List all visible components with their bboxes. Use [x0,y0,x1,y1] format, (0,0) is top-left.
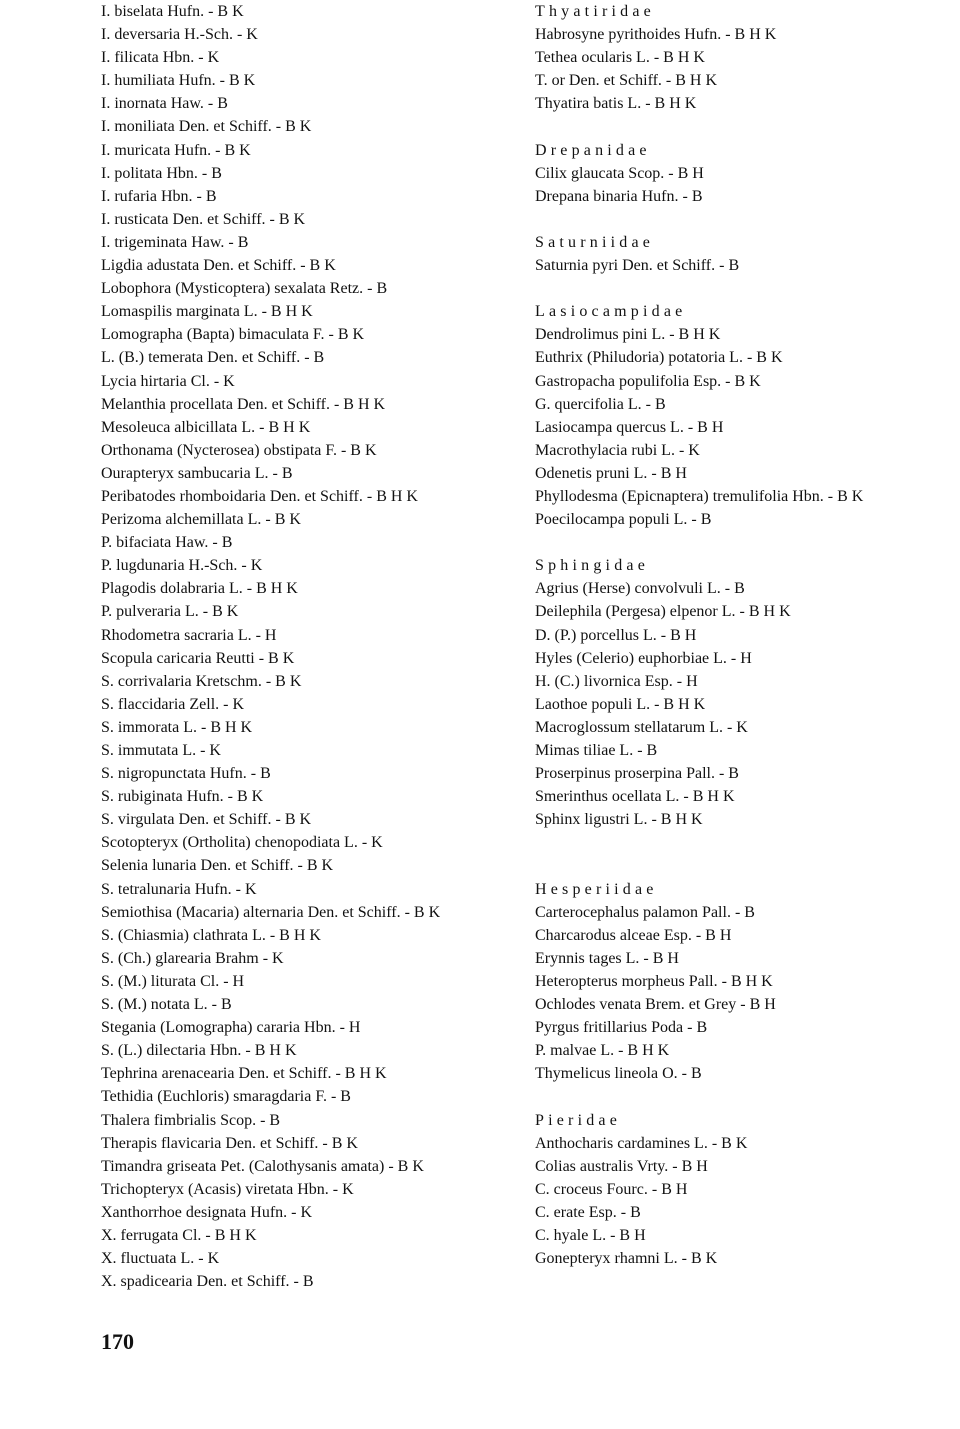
species-entry: L. (B.) temerata Den. et Schiff. - B [101,349,325,367]
species-entry: Rhodometra sacraria L. - H [101,626,277,644]
species-entry: S. immorata L. - B H K [101,718,253,736]
species-entry: Poecilocampa populi L. - B [535,511,712,529]
species-entry: Thymelicus lineola O. - B [535,1065,702,1083]
species-entry: Lasiocampa quercus L. - B H [535,418,724,436]
species-entry: Thyatira batis L. - B H K [535,95,697,113]
species-entry: S. rubiginata Hufn. - B K [101,788,264,806]
species-entry: Ochlodes venata Brem. et Grey - B H [535,996,776,1014]
species-entry: C. croceus Fourc. - B H [535,1180,688,1198]
species-entry: Anthocharis cardamines L. - B K [535,1134,748,1152]
family-heading: Lasiocampidae [535,303,687,321]
species-entry: Ligdia adustata Den. et Schiff. - B K [101,257,336,275]
species-entry: Lobophora (Mysticoptera) sexalata Retz. - B [101,280,388,298]
species-entry: I. humiliata Hufn. - B K [101,72,256,90]
section-gap [535,115,950,138]
species-entry: X. fluctuata L. - K [101,1250,220,1268]
species-entry: Tethea ocularis L. - B H K [535,49,705,67]
species-entry: Tethidia (Euchloris) smaragdaria F. - B [101,1088,351,1106]
species-entry: Habrosyne pyrithoides Hufn. - B H K [535,26,777,44]
species-entry: Timandra griseata Pet. (Calothysanis amata) - B K [101,1157,424,1175]
species-entry: Lomaspilis marginata L. - B H K [101,303,313,321]
family-heading: Hesperiidae [535,880,658,898]
species-entry: Stegania (Lomographa) cararia Hbn. - H [101,1019,361,1037]
species-entry: T. or Den. et Schiff. - B H K [535,72,718,90]
species-entry: Gonepteryx rhamni L. - B K [535,1250,718,1268]
page-number: 170 [101,1329,134,1354]
species-entry: Deilephila (Pergesa) elpenor L. - B H K [535,603,791,621]
species-entry: S. (M.) liturata Cl. - H [101,972,245,990]
species-entry: Tephrina arenacearia Den. et Schiff. - B H K [101,1065,387,1083]
species-entry: Agrius (Herse) convolvuli L. - B [535,580,745,598]
species-entry: S. (L.) dilectaria Hbn. - B H K [101,1042,297,1060]
species-entry: Macroglossum stellatarum L. - K [535,718,748,736]
species-entry: Trichopteryx (Acasis) viretata Hbn. - K [101,1180,354,1198]
species-entry: I. deversaria H.-Sch. - K [101,26,258,44]
species-entry: X. ferrugata Cl. - B H K [101,1226,257,1244]
species-entry: Sphinx ligustri L. - B H K [535,811,703,829]
species-entry: Laothoe populi L. - B H K [535,695,706,713]
species-entry: I. politata Hbn. - B [101,164,222,182]
species-entry: I. trigeminata Haw. - B [101,233,249,251]
left-column [101,0,511,1293]
species-entry: Mesoleuca albicillata L. - B H K [101,418,311,436]
species-entry: Semiothisa (Macaria) alternaria Den. et Schiff. - B K [101,903,441,921]
species-entry: G. quercifolia L. - B [535,395,666,413]
species-entry: C. erate Esp. - B [535,1203,641,1221]
species-entry: C. hyale L. - B H [535,1226,646,1244]
species-entry: Erynnis tages L. - B H [535,949,679,967]
species-entry: Hyles (Celerio) euphorbiae L. - H [535,649,752,667]
species-entry: I. rufaria Hbn. - B [101,187,217,205]
species-entry: Macrothylacia rubi L. - K [535,441,700,459]
species-entry: Drepana binaria Hufn. - B [535,187,703,205]
species-entry: Carterocephalus palamon Pall. - B [535,903,755,921]
species-entry: I. filicata Hbn. - K [101,49,220,67]
species-entry: Lomographa (Bapta) bimaculata F. - B K [101,326,365,344]
species-entry: Thalera fimbrialis Scop. - B [101,1111,281,1129]
species-entry: I. muricata Hufn. - B K [101,141,251,159]
section-gap [535,531,950,554]
species-entry: Scopula caricaria Reutti - B K [101,649,295,667]
species-entry: Selenia lunaria Den. et Schiff. - B K [101,857,334,875]
right-column [535,0,950,1270]
species-entry: S. (Ch.) glarearia Brahm - K [101,949,284,967]
section-gap [535,831,950,854]
species-entry: Xanthorrhoe designata Hufn. - K [101,1203,313,1221]
family-heading: Drepanidae [535,141,651,159]
species-entry: S. nigropunctata Hufn. - B [101,765,271,783]
species-entry: I. biselata Hufn. - B K [101,3,244,20]
species-entry: Mimas tiliae L. - B [535,742,658,759]
species-entry: I. inornata Haw. - B [101,95,228,113]
species-entry: Charcarodus alceae Esp. - B H [535,926,732,944]
species-entry: Dendrolimus pini L. - B H K [535,326,721,344]
species-entry: I. rusticata Den. et Schiff. - B K [101,210,306,228]
species-entry: P. pulveraria L. - B K [101,603,239,621]
species-entry: Euthrix (Philudoria) potatoria L. - B K [535,349,783,367]
species-entry: S. (Chiasmia) clathrata L. - B H K [101,926,321,944]
section-gap [535,208,950,231]
family-heading: Sphingidae [535,557,649,575]
species-entry: Peribatodes rhomboidaria Den. et Schiff. - B H K [101,487,418,505]
species-entry: H. (C.) livornica Esp. - H [535,672,698,690]
species-entry: Plagodis dolabraria L. - B H K [101,580,298,598]
species-entry: S. (M.) notata L. - B [101,996,232,1014]
species-entry: X. spadicearia Den. et Schiff. - B [101,1273,314,1291]
family-heading: Saturniidae [535,233,655,251]
species-entry: Scotopteryx (Ortholita) chenopodiata L. - K [101,834,383,852]
species-entry: P. lugdunaria H.-Sch. - K [101,557,263,575]
species-entry: D. (P.) porcellus L. - B H [535,626,697,644]
species-entry: Ourapteryx sambucaria L. - B [101,464,293,482]
species-entry: I. moniliata Den. et Schiff. - B K [101,118,312,136]
section-gap [535,854,950,877]
family-heading: Pieridae [535,1111,622,1129]
species-entry: S. tetralunaria Hufn. - K [101,880,257,898]
section-gap [535,1085,950,1108]
species-entry: P. malvae L. - B H K [535,1042,670,1060]
species-entry: S. virgulata Den. et Schiff. - B K [101,811,312,829]
family-heading: Thyatiridae [535,3,655,20]
species-entry: Colias australis Vrty. - B H [535,1157,708,1175]
section-gap [535,277,950,300]
species-entry: P. bifaciata Haw. - B [101,534,233,552]
species-entry: Perizoma alchemillata L. - B K [101,511,301,529]
species-entry: Pyrgus fritillarius Poda - B [535,1019,708,1037]
species-entry: Lycia hirtaria Cl. - K [101,372,235,390]
species-entry: Orthonama (Nycterosea) obstipata F. - B K [101,441,377,459]
species-entry: Proserpinus proserpina Pall. - B [535,765,739,783]
species-entry: Odenetis pruni L. - B H [535,464,687,482]
species-entry: Smerinthus ocellata L. - B H K [535,788,735,806]
species-entry: Saturnia pyri Den. et Schiff. - B [535,257,740,275]
species-entry: S. corrivalaria Kretschm. - B K [101,672,302,690]
species-entry: Cilix glaucata Scop. - B H [535,164,704,182]
species-entry: Phyllodesma (Epicnaptera) tremulifolia Hbn. - B K [535,487,864,505]
species-entry: Therapis flavicaria Den. et Schiff. - B K [101,1134,358,1152]
species-entry: S. flaccidaria Zell. - K [101,695,245,713]
species-entry: Gastropacha populifolia Esp. - B K [535,372,761,390]
species-entry: Heteropterus morpheus Pall. - B H K [535,972,773,990]
species-entry: Melanthia procellata Den. et Schiff. - B H K [101,395,386,413]
species-entry: S. immutata L. - K [101,742,221,759]
